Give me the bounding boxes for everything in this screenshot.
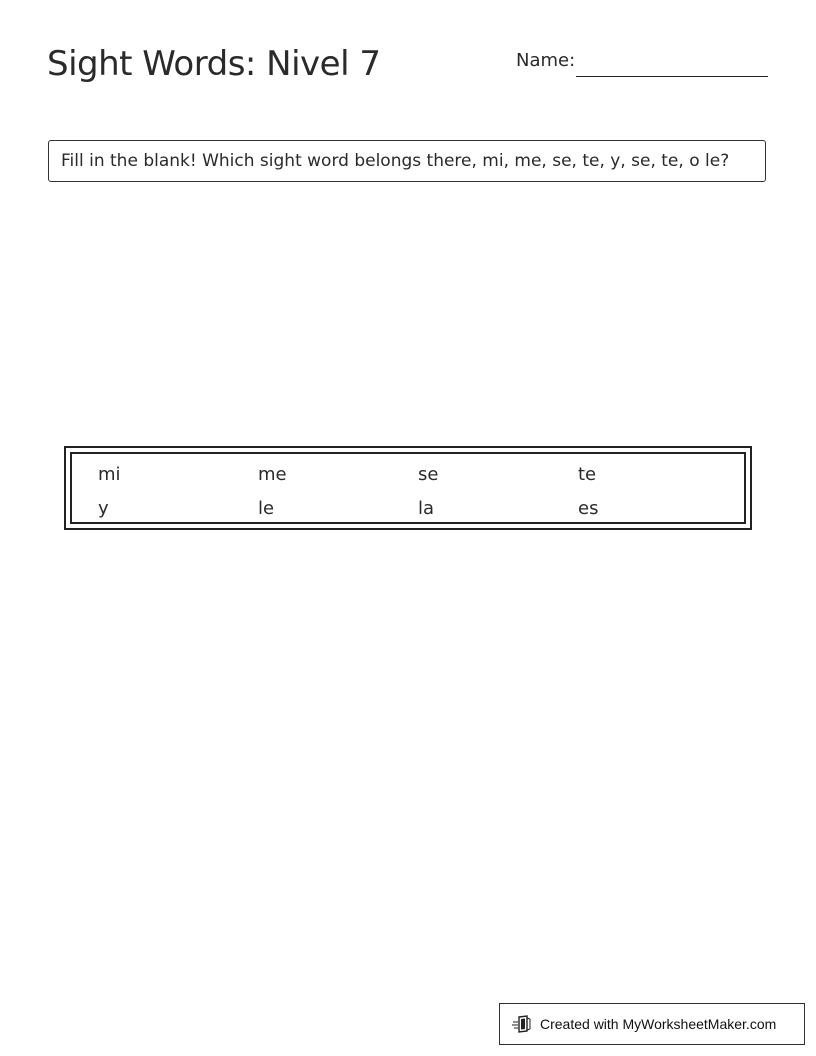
name-blank-line: [576, 76, 768, 77]
word-bank-word: es: [578, 498, 599, 519]
name-label: Name:: [516, 50, 576, 71]
word-bank-word: se: [418, 464, 439, 485]
footer-text: Created with MyWorksheetMaker.com: [540, 1016, 777, 1032]
word-bank-word: me: [258, 464, 287, 485]
word-bank-word: y: [98, 498, 109, 519]
instructions-box: Fill in the blank! Which sight word belongs there, mi, me, se, te, y, se, te, o le?: [48, 140, 766, 182]
page-title: Sight Words: Nivel 7: [47, 44, 381, 84]
pencil-book-icon: [512, 1014, 532, 1034]
word-bank-word: la: [418, 498, 435, 519]
word-bank-word: le: [258, 498, 275, 519]
name-field: [516, 50, 768, 80]
footer-credit[interactable]: [499, 1003, 805, 1045]
word-bank-inner-border: [70, 452, 746, 524]
word-bank-word: mi: [98, 464, 121, 485]
word-bank-word: te: [578, 464, 597, 485]
word-bank: [64, 446, 752, 530]
